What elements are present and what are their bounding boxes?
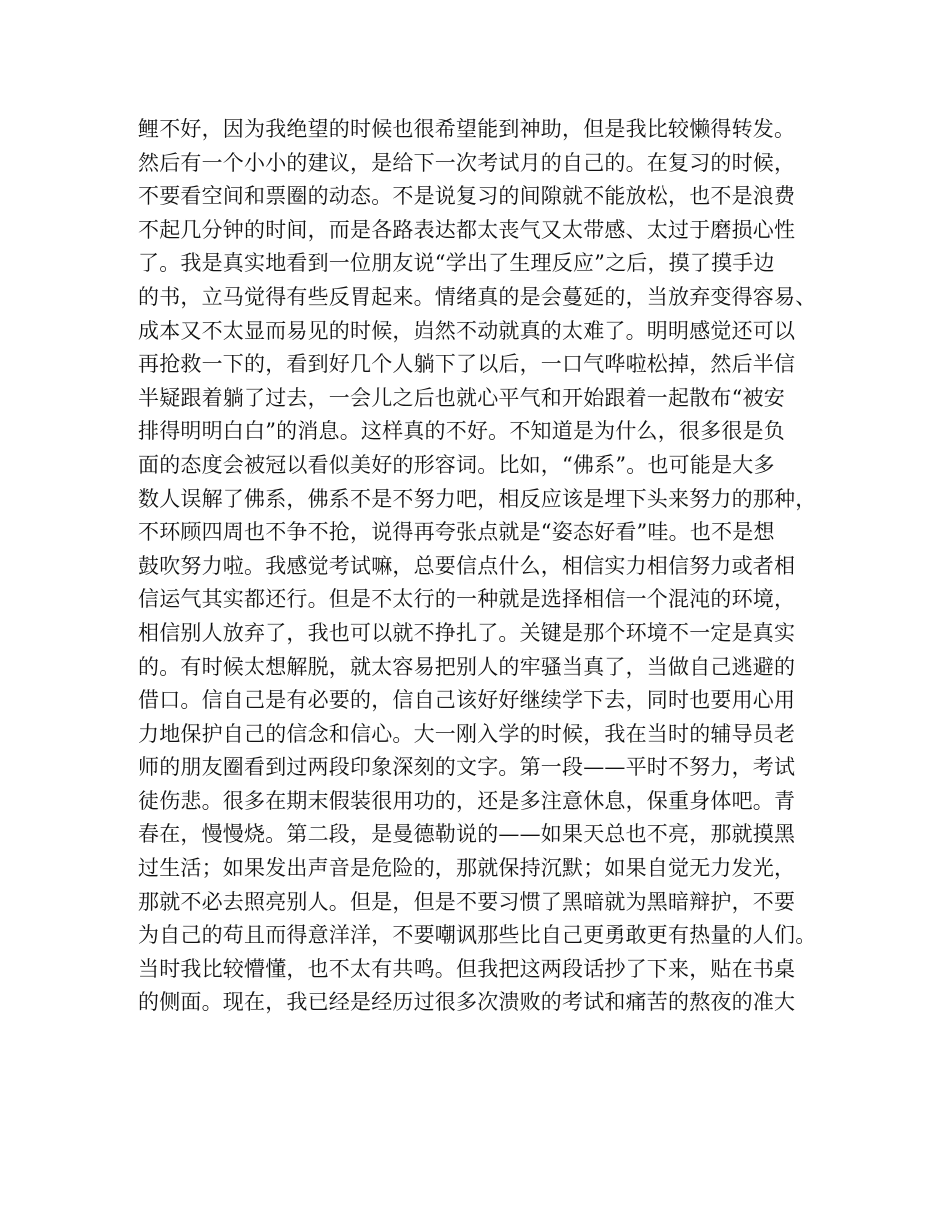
text-line: 不起几分钟的时间，而是各路表达都太丧气又太带感、太过于磨损心性 <box>138 217 796 242</box>
text-line: 徒伤悲。很多在期末假装很用功的，还是多注意休息，保重身体吧。青 <box>138 788 796 813</box>
text-line: 师的朋友圈看到过两段印象深刻的文字。第一段——平时不努力，考试 <box>138 755 796 780</box>
text-line: 鲤不好，因为我绝望的时候也很希望能到神助，但是我比较懒得转发。 <box>138 117 796 141</box>
text-line: 的书，立马觉得有些反胃起来。情绪真的是会蔓延的，当放弃变得容易、 <box>138 284 817 309</box>
text-line: 的。有时候太想解脱，就太容易把别人的牢骚当真了，当做自己逃避的 <box>138 654 796 679</box>
text-line: 然后有一个小小的建议，是给下一次考试月的自己的。在复习的时候， <box>138 150 796 175</box>
text-line: 为自己的苟且而得意洋洋，不要嘲讽那些比自己更勇敢更有热量的人们。 <box>138 923 817 948</box>
text-line: 不要看空间和票圈的动态。不是说复习的间隙就不能放松，也不是浪费 <box>138 184 796 209</box>
text-line: 了。我是真实地看到一位朋友说“学出了生理反应”之后，摸了摸手边 <box>138 251 775 276</box>
text-line: 相信别人放弃了，我也可以就不挣扎了。关键是那个环境不一定是真实 <box>138 620 796 645</box>
text-line: 再抢救一下的，看到好几个人躺下了以后，一口气哗啦松掉，然后半信 <box>138 352 796 377</box>
text-line: 面的态度会被冠以看似美好的形容词。比如，“佛系”。也可能是大多 <box>138 452 775 477</box>
text-line: 半疑跟着躺了过去，一会儿之后也就心平气和开始跟着一起散布“被安 <box>138 385 785 410</box>
text-line: 不环顾四周也不争不抢，说得再夸张点就是“姿态好看”哇。也不是想 <box>138 520 775 545</box>
text-line: 过生活；如果发出声音是危险的，那就保持沉默；如果自觉无力发光， <box>138 856 796 881</box>
text-line: 春在，慢慢烧。第二段，是曼德勒说的——如果天总也不亮，那就摸黑 <box>138 822 796 847</box>
text-line: 当时我比较懵懂，也不太有共鸣。但我把这两段话抄了下来，贴在书桌 <box>138 956 796 981</box>
text-line: 那就不必去照亮别人。但是，但是不要习惯了黑暗就为黑暗辩护，不要 <box>138 889 796 914</box>
body-text <box>138 113 838 1020</box>
text-line: 数人误解了佛系，佛系不是不努力吧，相反应该是埋下头来努力的那种， <box>138 486 817 511</box>
text-line: 成本又不太显而易见的时候，岿然不动就真的太难了。明明感觉还可以 <box>138 318 796 343</box>
text-line: 信运气其实都还行。但是不太行的一种就是选择相信一个混沌的环境， <box>138 587 796 612</box>
text-line: 力地保护自己的信念和信心。大一刚入学的时候，我在当时的辅导员老 <box>138 721 796 746</box>
text-line: 借口。信自己是有必要的，信自己该好好继续学下去，同时也要用心用 <box>138 688 796 713</box>
text-line: 的侧面。现在，我已经是经历过很多次溃败的考试和痛苦的熬夜的准大 <box>138 990 796 1015</box>
text-line: 排得明明白白”的消息。这样真的不好。不知道是为什么，很多很是负 <box>138 419 785 444</box>
text-line: 鼓吹努力啦。我感觉考试嘛，总要信点什么，相信实力相信努力或者相 <box>138 553 796 578</box>
